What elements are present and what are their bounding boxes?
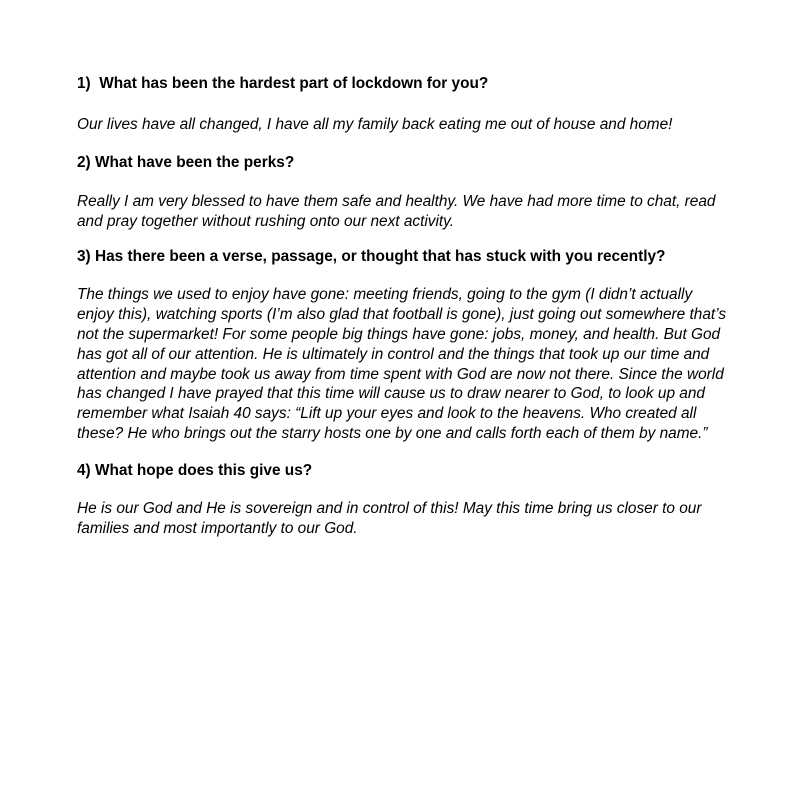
question-3: 3) Has there been a verse, passage, or thought that has stuck with you recently? (77, 248, 666, 266)
question-2: 2) What have been the perks? (77, 153, 295, 171)
answer-2: Really I am very blessed to have them safe and healthy. We have had more time to chat, read and pray together without rushing onto our next activity. (77, 192, 716, 230)
answer-1: Our lives have all changed, I have all my family back eating me out of house and home! (77, 116, 673, 133)
question-1: 1) What has been the hardest part of lockdown for you? (77, 75, 489, 92)
answer-3: The things we used to enjoy have gone: meeting friends, going to the gym (I didn’t actually enjoy this), watching sports (I’m also glad that football is gone), just going out somewhere that’s not the supermarket! For some people big things have gone: jobs, money, and health. But God has got all of our attention. He is ultimately in control and the things that took up our time and attention and maybe took us away from time spent with God are now not there. Since the world has changed I have prayed that this time will cause us to draw nearer to God, to look up and remember what Isaiah 40 says: “Lift up your eyes and look to the heavens. Who created all these? He who brings out the starry hosts one by one and calls forth each of them by name.” (77, 286, 727, 442)
answer-4: He is our God and He is sovereign and in control of this! May this time bring us closer to our families and most importantly to our God. (77, 499, 702, 537)
question-4: 4) What hope does this give us? (77, 461, 313, 479)
